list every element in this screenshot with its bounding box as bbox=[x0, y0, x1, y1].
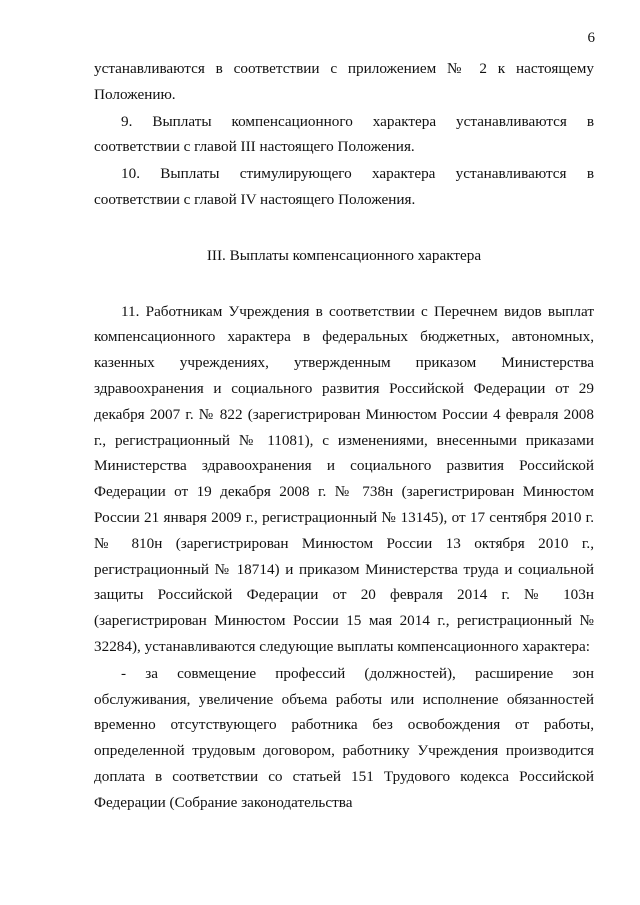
paragraph-continuation: устанавливаются в соответствии с приложением № 2 к настоящему Положению. bbox=[94, 60, 594, 103]
document-body bbox=[94, 56, 594, 816]
paragraph-11: 11. Работникам Учреждения в соответствии с Перечнем видов выплат компенсационного характера в федеральных бюджетных, автономных, казенных учреждениях, утвержденным приказом Министерства здравоохранения и социального развития Российской Федерации от 29 декабря 2007 г. № 822 (зарегистрирован Минюстом России 4 февраля 2008 г., регистрационный № 11081), с изменениями, внесенными приказами Министерства здравоохранения и социального развития Российской Федерации от 19 декабря 2008 г. № 738н (зарегистрирован Минюстом России 21 января 2009 г., регистрационный № 13145), от 17 сентября 2010 г. № 810н (зарегистрирован Минюстом России 13 октября 2010 г., регистрационный № 18714) и приказом Министерства труда и социальной защиты Российской Федерации от 20 февраля 2014 г. № 103н (зарегистрирован Минюстом России 15 мая 2014 г., регистрационный № 32284), устанавливаются следующие выплаты компенсационного характера: bbox=[94, 302, 594, 655]
page-number: 6 bbox=[587, 30, 595, 46]
paragraph-10: 10. Выплаты стимулирующего характера устанавливаются в соответствии с главой IV настоящего Положения. bbox=[94, 165, 594, 208]
paragraph-9: 9. Выплаты компенсационного характера устанавливаются в соответствии с главой III настоящего Положения. bbox=[94, 112, 594, 156]
list-item-bullet-1: - за совмещение профессий (должностей), расширение зон обслуживания, увеличение объема работы или исполнение обязанностей временно отсутствующего работника без освобождения от работы, определенной трудовым договором, работнику Учреждения производится доплата в соответствии со статьей 151 Трудового кодекса Российской Федерации (Собрание законодательства bbox=[94, 664, 594, 811]
section-heading: III. Выплаты компенсационного характера bbox=[206, 246, 482, 264]
